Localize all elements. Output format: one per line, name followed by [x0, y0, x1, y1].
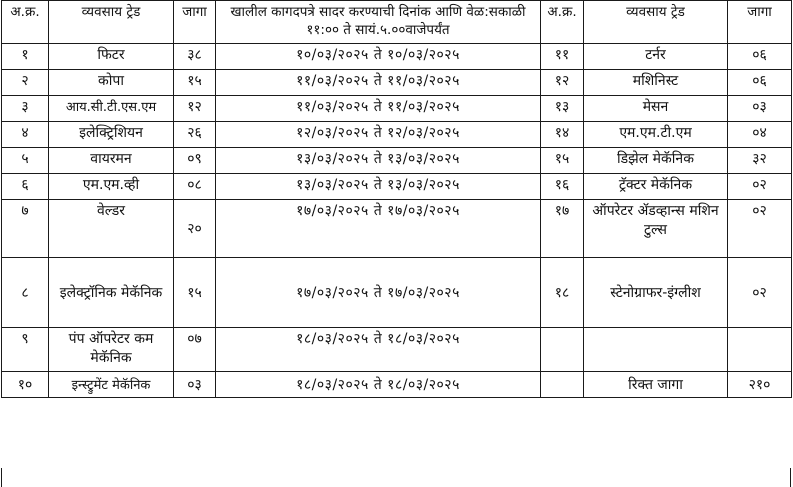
cell-seats-right: ०३ [728, 96, 792, 122]
cell-sr-right: १८ [541, 258, 584, 328]
cell-seats: २६ [174, 122, 216, 148]
cell-trade-right: डिझेल मेकॅनिक [584, 148, 728, 174]
header-seats-left: जागा [174, 1, 216, 44]
cell-vacancy-total: २१० [728, 372, 792, 398]
cell-trade-right: मेसन [584, 96, 728, 122]
cell-trade-right: टर्नर [584, 44, 728, 70]
header-sr-left: अ.क्र. [2, 1, 49, 44]
table-row [2, 70, 792, 96]
cell-seats: १२ [174, 96, 216, 122]
table-footer-border [1, 468, 791, 487]
table-row [2, 328, 792, 372]
cell-seats: ०९ [174, 148, 216, 174]
cell-trade: इन्स्ट्रुमेंट मेकॅनिक [49, 372, 174, 398]
cell-seats-right: ०२ [728, 258, 792, 328]
cell-sr-right [541, 328, 584, 372]
cell-sr-right: १२ [541, 70, 584, 96]
header-trade-left: व्यवसाय ट्रेड [49, 1, 174, 44]
table-row [2, 96, 792, 122]
table-row [2, 122, 792, 148]
cell-trade: वायरमन [49, 148, 174, 174]
cell-sr: ६ [2, 174, 49, 200]
cell-sr: ७ [2, 200, 49, 258]
cell-sr: २ [2, 70, 49, 96]
cell-seats: ०७ [174, 328, 216, 372]
header-sr-right: अ.क्र. [541, 1, 584, 44]
cell-seats: ०८ [174, 174, 216, 200]
cell-date: १७/०३/२०२५ ते १७/०३/२०२५ [216, 258, 541, 328]
cell-date: १८/०३/२०२५ ते १८/०३/२०२५ [216, 328, 541, 372]
cell-trade-right: ट्रॅक्टर मेकॅनिक [584, 174, 728, 200]
trade-schedule-table [1, 0, 792, 398]
header-seats-right: जागा [728, 1, 792, 44]
header-trade-right: व्यवसाय ट्रेड [584, 1, 728, 44]
cell-sr: ५ [2, 148, 49, 174]
cell-sr: १० [2, 372, 49, 398]
cell-seats-right: ०६ [728, 44, 792, 70]
cell-trade: पंप ऑपरेटर कम मेकॅनिक [49, 328, 174, 372]
cell-sr-right: १७ [541, 200, 584, 258]
cell-trade: आय.सी.टी.एस.एम [49, 96, 174, 122]
cell-sr-right: १४ [541, 122, 584, 148]
cell-sr-right: १३ [541, 96, 584, 122]
cell-sr-right [541, 372, 584, 398]
cell-trade: इलेक्ट्रॉनिक मेकॅनिक [49, 258, 174, 328]
cell-seats: १५ [174, 70, 216, 96]
cell-trade-right: स्टेनोग्राफर-इंग्लीश [584, 258, 728, 328]
table-header-row [2, 1, 792, 44]
cell-vacancy-label: रिक्त जागा [584, 372, 728, 398]
cell-trade: कोपा [49, 70, 174, 96]
header-date-time: खालील कागदपत्रे सादर करण्याची दिनांक आणि वेळ:सकाळी ११:०० ते सायं.५.००वाजेपर्यंत [216, 1, 541, 44]
cell-sr-right: १५ [541, 148, 584, 174]
cell-seats: १५ [174, 258, 216, 328]
cell-seats-right [728, 328, 792, 372]
cell-sr: ९ [2, 328, 49, 372]
cell-trade: वेल्डर [49, 200, 174, 258]
cell-seats-right: ०६ [728, 70, 792, 96]
table-row [2, 372, 792, 398]
cell-sr-right: ११ [541, 44, 584, 70]
cell-date: १०/०३/२०२५ ते १०/०३/२०२५ [216, 44, 541, 70]
cell-sr: ३ [2, 96, 49, 122]
cell-date: ११/०३/२०२५ ते ११/०३/२०२५ [216, 70, 541, 96]
table-row [2, 258, 792, 328]
cell-trade-right: ऑपरेटर ॲडव्हान्स मशिन टुल्स [584, 200, 728, 258]
cell-trade: फिटर [49, 44, 174, 70]
cell-seats: ३८ [174, 44, 216, 70]
cell-trade-right: एम.एम.टी.एम [584, 122, 728, 148]
cell-sr: १ [2, 44, 49, 70]
cell-sr: ८ [2, 258, 49, 328]
cell-trade: एम.एम.व्ही [49, 174, 174, 200]
cell-date: १२/०३/२०२५ ते १२/०३/२०२५ [216, 122, 541, 148]
cell-date: १३/०३/२०२५ ते १३/०३/२०२५ [216, 174, 541, 200]
cell-date: १३/०३/२०२५ ते १३/०३/२०२५ [216, 148, 541, 174]
cell-trade-right: मशिनिस्ट [584, 70, 728, 96]
cell-date: १८/०३/२०२५ ते १८/०३/२०२५ [216, 372, 541, 398]
cell-seats-right: ३२ [728, 148, 792, 174]
cell-trade-right [584, 328, 728, 372]
table-row [2, 148, 792, 174]
table-row [2, 44, 792, 70]
cell-seats: ०३ [174, 372, 216, 398]
table-row [2, 174, 792, 200]
table-row [2, 200, 792, 258]
cell-seats-right: ०२ [728, 200, 792, 258]
cell-trade: इलेक्ट्रिशियन [49, 122, 174, 148]
cell-date: ११/०३/२०२५ ते ११/०३/२०२५ [216, 96, 541, 122]
cell-sr: ४ [2, 122, 49, 148]
cell-seats-right: ०२ [728, 174, 792, 200]
cell-sr-right: १६ [541, 174, 584, 200]
cell-date: १७/०३/२०२५ ते १७/०३/२०२५ [216, 200, 541, 258]
cell-seats-right: ०४ [728, 122, 792, 148]
cell-seats: २० [174, 200, 216, 258]
